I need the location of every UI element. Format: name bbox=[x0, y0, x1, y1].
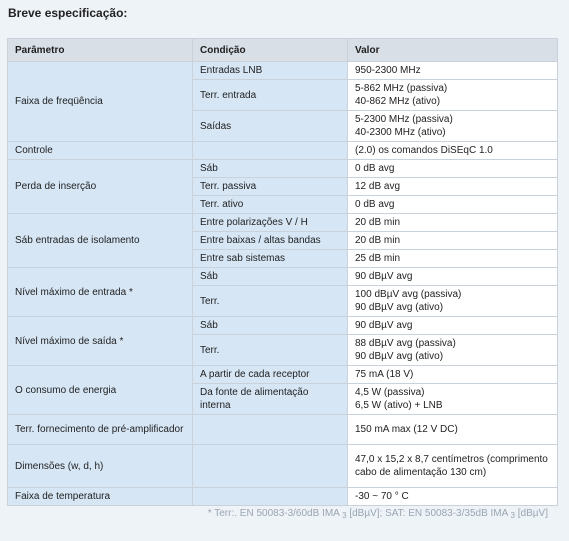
param-cell: Nível máximo de entrada * bbox=[8, 268, 193, 317]
column-header-valor: Valor bbox=[348, 39, 558, 62]
table-row bbox=[8, 62, 558, 80]
value-cell: 90 dBµV avg bbox=[348, 317, 558, 335]
condition-cell: Entre baixas / altas bandas bbox=[193, 232, 348, 250]
value-cell: 950-2300 MHz bbox=[348, 62, 558, 80]
condition-cell: Terr. passiva bbox=[193, 178, 348, 196]
param-cell: Dimensões (w, d, h) bbox=[8, 445, 193, 488]
table-row bbox=[8, 488, 558, 506]
value-line: 100 dBµV avg (passiva) bbox=[355, 289, 462, 300]
footnote bbox=[208, 508, 548, 520]
param-cell: Faixa de freqüência bbox=[8, 62, 193, 142]
condition-cell bbox=[193, 142, 348, 160]
value-cell: 0 dB avg bbox=[348, 196, 558, 214]
value-cell: -30 ~ 70 ° C bbox=[348, 488, 558, 506]
condition-cell: Entre polarizações V / H bbox=[193, 214, 348, 232]
param-cell: Nível máximo de saída * bbox=[8, 317, 193, 366]
condition-cell bbox=[193, 415, 348, 445]
value-line: 40-862 MHz (ativo) bbox=[355, 96, 441, 107]
value-line: 4,5 W (passiva) bbox=[355, 387, 425, 398]
table-row bbox=[8, 268, 558, 286]
table-row bbox=[8, 415, 558, 445]
condition-cell: Da fonte de alimentação interna bbox=[193, 384, 348, 415]
value-cell: (2.0) os comandos DiSEqC 1.0 bbox=[348, 142, 558, 160]
footnote-part: * Terr:. EN 50083-3/60dB IMA bbox=[207, 508, 340, 519]
value-line: 88 dBµV avg (passiva) bbox=[355, 338, 456, 349]
footnote-subscript: 3 bbox=[510, 511, 515, 520]
table-row bbox=[8, 214, 558, 232]
table-row bbox=[8, 142, 558, 160]
condition-cell: Sáb bbox=[193, 268, 348, 286]
value-cell: 75 mA (18 V) bbox=[348, 366, 558, 384]
value-line: 5-862 MHz (passiva) bbox=[355, 83, 448, 94]
value-cell bbox=[348, 335, 558, 366]
value-cell: 12 dB avg bbox=[348, 178, 558, 196]
param-cell: Sáb entradas de isolamento bbox=[8, 214, 193, 268]
spec-table bbox=[7, 38, 558, 506]
condition-cell: Sáb bbox=[193, 160, 348, 178]
param-cell: Faixa de temperatura bbox=[8, 488, 193, 506]
value-cell: 20 dB min bbox=[348, 232, 558, 250]
value-line: 90 dBµV avg (ativo) bbox=[355, 302, 444, 313]
param-cell: Perda de inserção bbox=[8, 160, 193, 214]
value-cell bbox=[348, 286, 558, 317]
table-header-row bbox=[8, 39, 558, 62]
table-row bbox=[8, 160, 558, 178]
value-cell: 90 dBµV avg bbox=[348, 268, 558, 286]
value-line: 6,5 W (ativo) + LNB bbox=[355, 400, 443, 411]
column-header-parametro: Parâmetro bbox=[8, 39, 193, 62]
value-cell: 150 mA max (12 V DC) bbox=[348, 415, 558, 445]
value-cell: 20 dB min bbox=[348, 214, 558, 232]
column-header-condicao: Condição bbox=[193, 39, 348, 62]
param-cell: Terr. fornecimento de pré-amplificador bbox=[8, 415, 193, 445]
condition-cell: Sáb bbox=[193, 317, 348, 335]
value-line: 40-2300 MHz (ativo) bbox=[355, 127, 446, 138]
value-line: 90 dBµV avg (ativo) bbox=[355, 351, 444, 362]
table-row bbox=[8, 317, 558, 335]
footnote-subscript: 3 bbox=[342, 511, 347, 520]
condition-cell: Saídas bbox=[193, 111, 348, 142]
page-title: Breve especificação: bbox=[8, 6, 128, 20]
condition-cell: Terr. bbox=[193, 286, 348, 317]
table-row bbox=[8, 445, 558, 488]
value-cell bbox=[348, 384, 558, 415]
condition-cell: Terr. bbox=[193, 335, 348, 366]
condition-cell: Entradas LNB bbox=[193, 62, 348, 80]
footnote-part: [dBµV]; SAT: EN 50083-3/35dB IMA bbox=[349, 508, 508, 519]
condition-cell: A partir de cada receptor bbox=[193, 366, 348, 384]
param-cell: O consumo de energia bbox=[8, 366, 193, 415]
value-cell bbox=[348, 111, 558, 142]
condition-cell bbox=[193, 445, 348, 488]
param-cell: Controle bbox=[8, 142, 193, 160]
footnote-part: [dBµV] bbox=[517, 508, 548, 519]
condition-cell: Entre sab sistemas bbox=[193, 250, 348, 268]
value-cell: 47,0 x 15,2 x 8,7 centímetros (comprimento cabo de alimentação 130 cm) bbox=[348, 445, 558, 488]
value-cell bbox=[348, 80, 558, 111]
condition-cell bbox=[193, 488, 348, 506]
condition-cell: Terr. entrada bbox=[193, 80, 348, 111]
value-cell: 25 dB min bbox=[348, 250, 558, 268]
value-cell: 0 dB avg bbox=[348, 160, 558, 178]
table-row bbox=[8, 366, 558, 384]
value-line: 5-2300 MHz (passiva) bbox=[355, 114, 453, 125]
condition-cell: Terr. ativo bbox=[193, 196, 348, 214]
